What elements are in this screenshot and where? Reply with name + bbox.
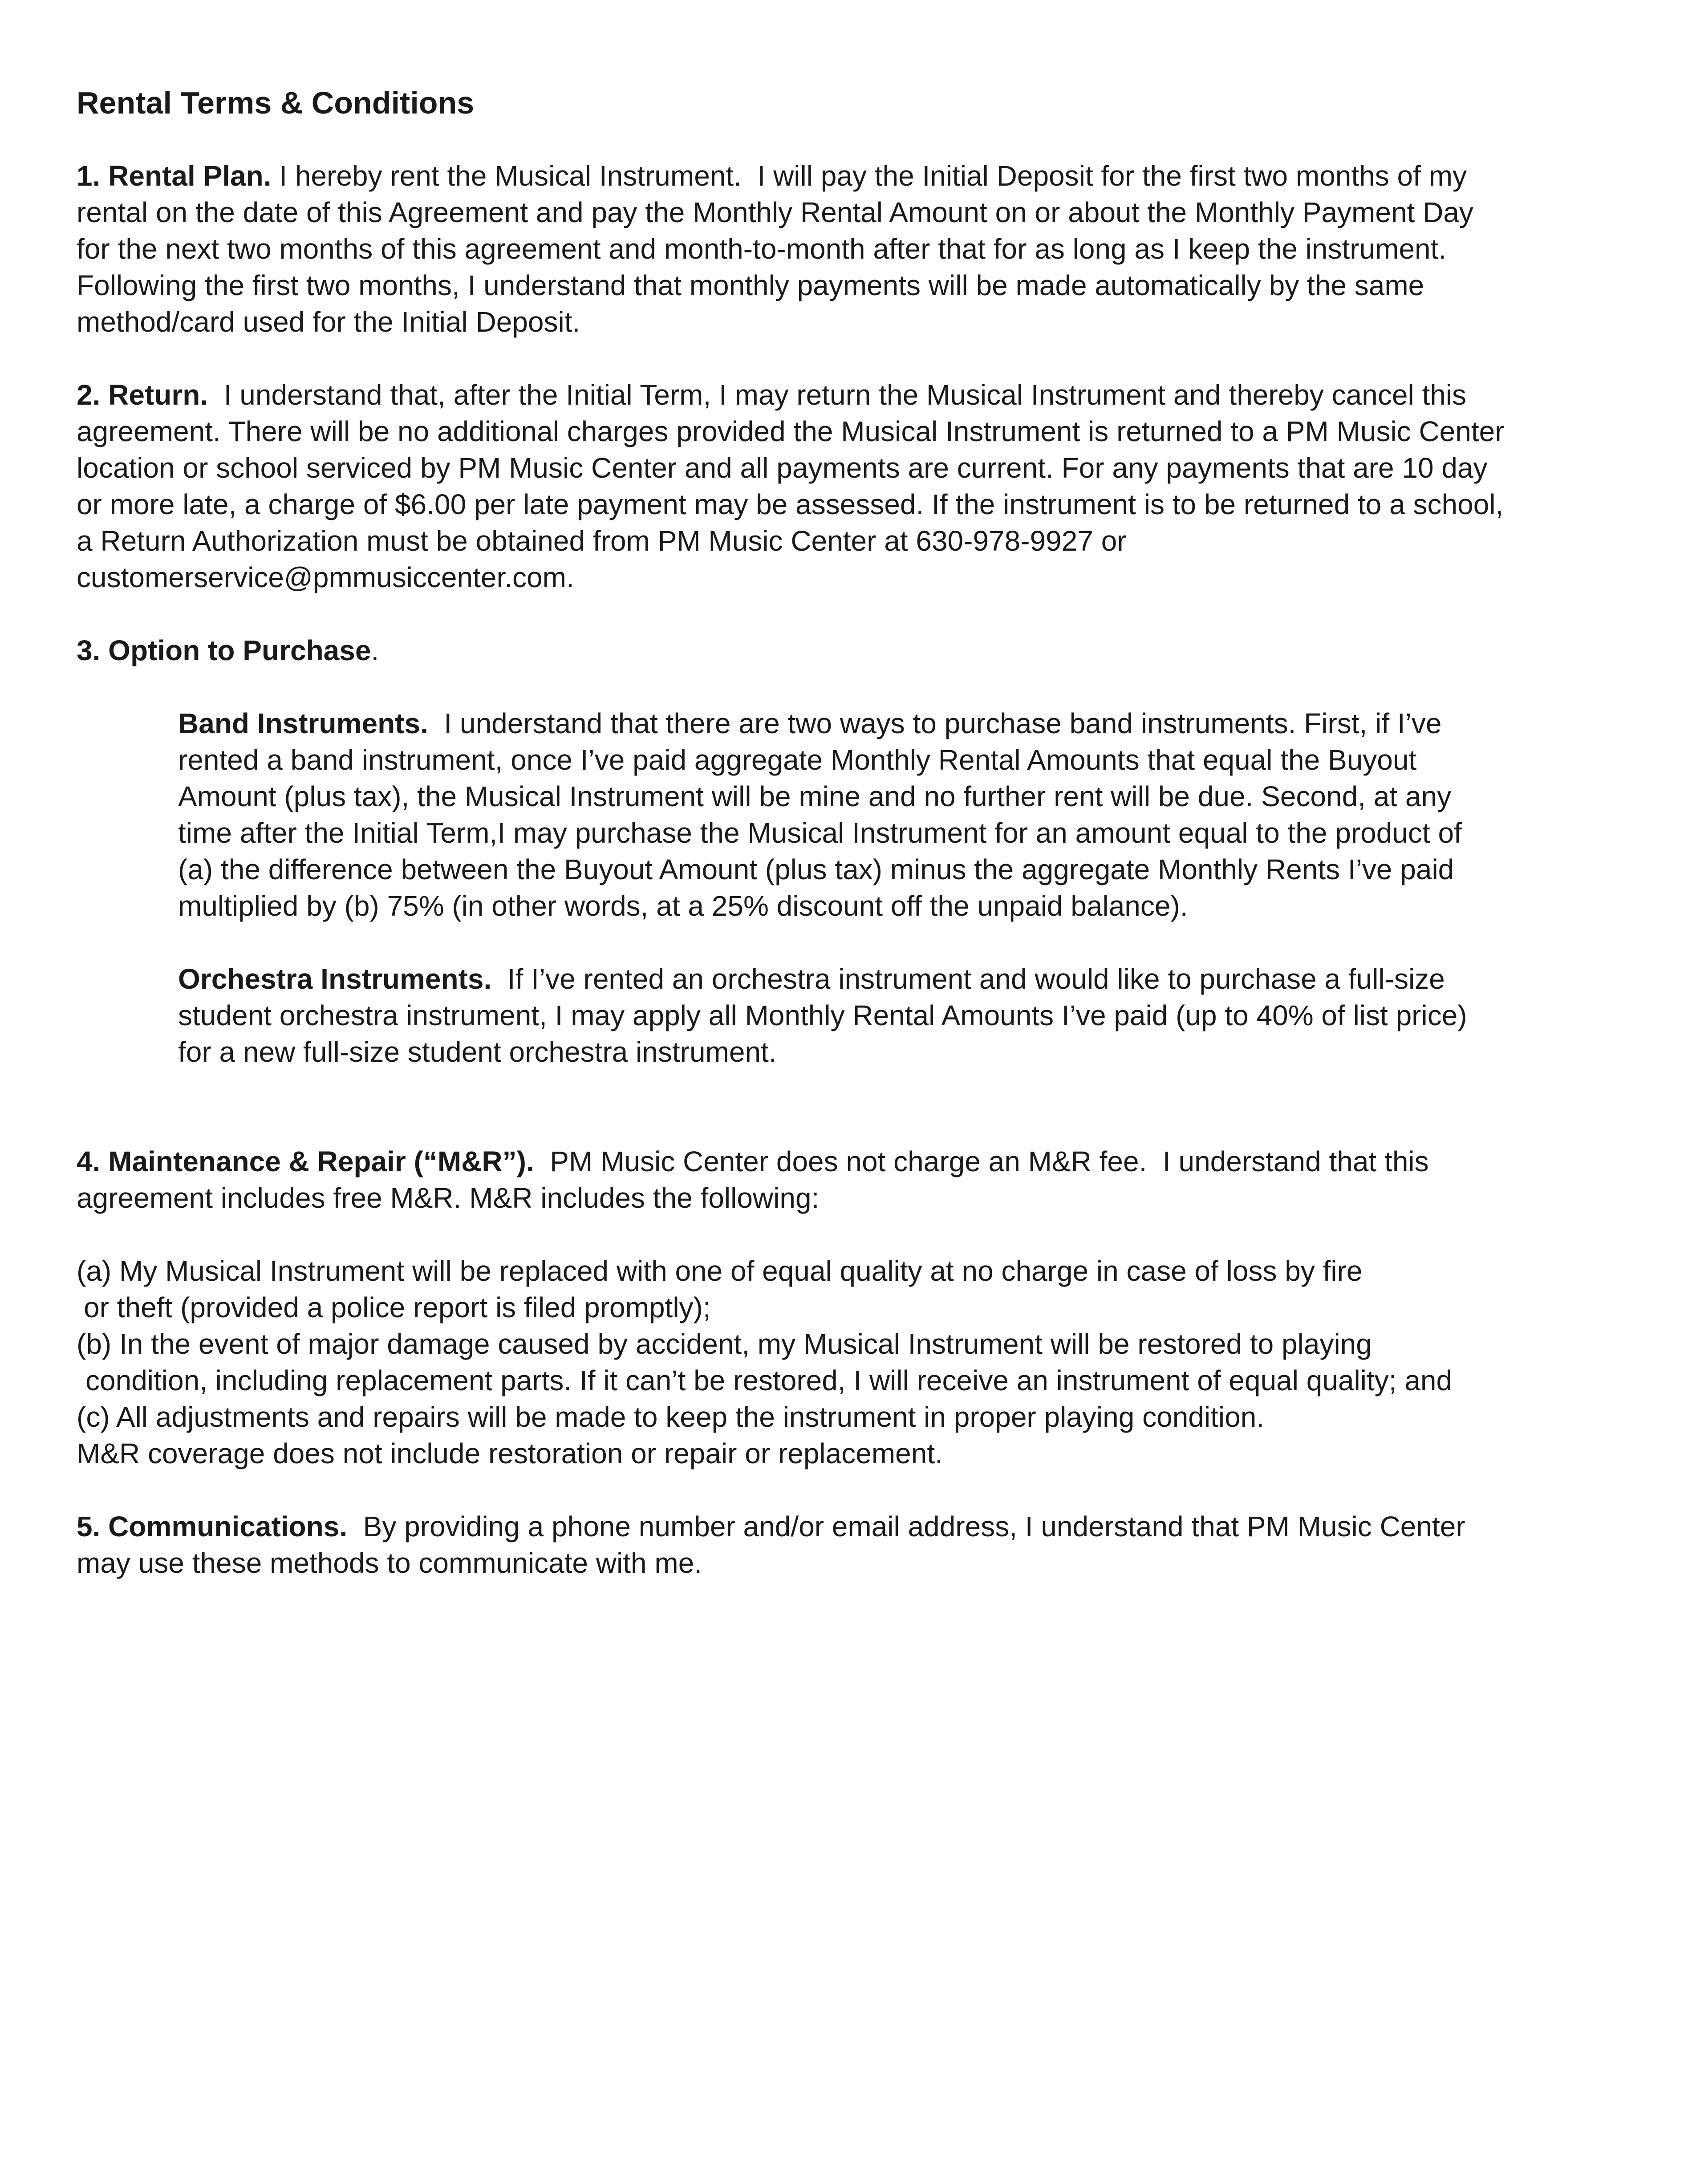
paragraph-text: I hereby rent the Musical Instrument. I will pay the Initial Deposit for the first two months of my <box>271 160 1467 192</box>
paragraph-line <box>77 1508 1626 1545</box>
paragraph-line <box>178 961 1626 997</box>
paragraph-line <box>77 1143 1626 1180</box>
list-item-continuation: or theft (provided a police report is filed promptly); <box>84 1291 711 1323</box>
paragraph-line: time after the Initial Term,I may purchase the Musical Instrument for an amount equal to the product of <box>178 817 1462 849</box>
paragraph-text: By providing a phone number and/or email address, I understand that PM Music Center <box>347 1510 1465 1543</box>
paragraph-line: rental on the date of this Agreement and pay the Monthly Rental Amount on or about the Monthly Payment Day <box>77 196 1473 228</box>
paragraph-line: multiplied by (b) 75% (in other words, at a 25% discount off the unpaid balance). <box>178 890 1188 922</box>
subsection-heading: Band Instruments. <box>178 707 428 739</box>
list-item-continuation: condition, including replacement parts. If it can’t be restored, I will receive an instrument of equal quality; and <box>85 1364 1453 1396</box>
paragraph-line: customerservice@pmmusiccenter.com. <box>77 561 574 593</box>
subsection-heading: Orchestra Instruments. <box>178 963 492 995</box>
section-heading: 4. Maintenance & Repair (“M&R”). <box>77 1145 534 1177</box>
section-option-to-purchase <box>77 632 1626 669</box>
mr-coverage-list <box>77 1253 1626 1472</box>
heading-tail: . <box>371 634 379 666</box>
paragraph-line: may use these methods to communicate with me. <box>77 1547 702 1579</box>
document-title: Rental Terms & Conditions <box>77 85 475 120</box>
paragraph-line: rented a band instrument, once I’ve paid aggregate Monthly Rental Amounts that equal the Buyout <box>178 744 1417 776</box>
paragraph-line: agreement includes free M&R. M&R includes the following: <box>77 1182 820 1214</box>
paragraph-text: If I’ve rented an orchestra instrument and would like to purchase a full-size <box>491 963 1445 995</box>
section-heading: 3. Option to Purchase <box>77 634 371 666</box>
paragraph-line: for a new full-size student orchestra instrument. <box>178 1036 777 1068</box>
section-maintenance-repair <box>77 1143 1626 1216</box>
list-item: (b) In the event of major damage caused by accident, my Musical Instrument will be restored to playing <box>77 1328 1372 1360</box>
paragraph-line: method/card used for the Initial Deposit. <box>77 306 580 338</box>
paragraph-line: or more late, a charge of $6.00 per late payment may be assessed. If the instrument is to be returned to a school, <box>77 488 1504 520</box>
section-heading: 5. Communications. <box>77 1510 348 1543</box>
coverage-note: M&R coverage does not include restoration or repair or replacement. <box>77 1437 943 1470</box>
paragraph-line: a Return Authorization must be obtained from PM Music Center at 630-978-9927 or <box>77 525 1127 557</box>
paragraph-line: student orchestra instrument, I may apply all Monthly Rental Amounts I’ve paid (up to 40% of list price) <box>178 999 1467 1031</box>
list-item: (c) All adjustments and repairs will be made to keep the instrument in proper playing condition. <box>77 1401 1265 1433</box>
paragraph-line <box>77 632 1626 669</box>
paragraph-line: (a) the difference between the Buyout Amount (plus tax) minus the aggregate Monthly Rents I’ve paid <box>178 853 1454 885</box>
paragraph-line: Amount (plus tax), the Musical Instrument will be mine and no further rent will be due. Second, at any <box>178 780 1452 812</box>
subsection-band-instruments <box>178 705 1626 924</box>
paragraph-text: I understand that, after the Initial Term, I may return the Musical Instrument and thereby cancel this <box>208 379 1467 411</box>
paragraph-text: I understand that there are two ways to purchase band instruments. First, if I’ve <box>428 707 1442 739</box>
section-return <box>77 377 1626 596</box>
paragraph-line: agreement. There will be no additional charges provided the Musical Instrument is returned to a PM Music Center <box>77 415 1505 447</box>
section-heading: 2. Return. <box>77 379 208 411</box>
subsection-orchestra-instruments <box>178 961 1626 1070</box>
paragraph-line <box>178 705 1626 742</box>
section-rental-plan <box>77 158 1626 340</box>
paragraph-line <box>77 377 1626 413</box>
list-item: (a) My Musical Instrument will be replaced with one of equal quality at no charge in case of loss by fire <box>77 1255 1363 1287</box>
section-communications <box>77 1508 1626 1581</box>
paragraph-line: Following the first two months, I understand that monthly payments will be made automatically by the same <box>77 269 1424 301</box>
paragraph-text: PM Music Center does not charge an M&R fee. I understand that this <box>534 1145 1429 1177</box>
paragraph-line: for the next two months of this agreement and month-to-month after that for as long as I keep the instrument. <box>77 233 1447 265</box>
paragraph-line <box>77 158 1626 194</box>
section-heading: 1. Rental Plan. <box>77 160 272 192</box>
document-body <box>77 85 1626 1618</box>
paragraph-line: location or school serviced by PM Music Center and all payments are current. For any payments that are 10 day <box>77 452 1488 484</box>
